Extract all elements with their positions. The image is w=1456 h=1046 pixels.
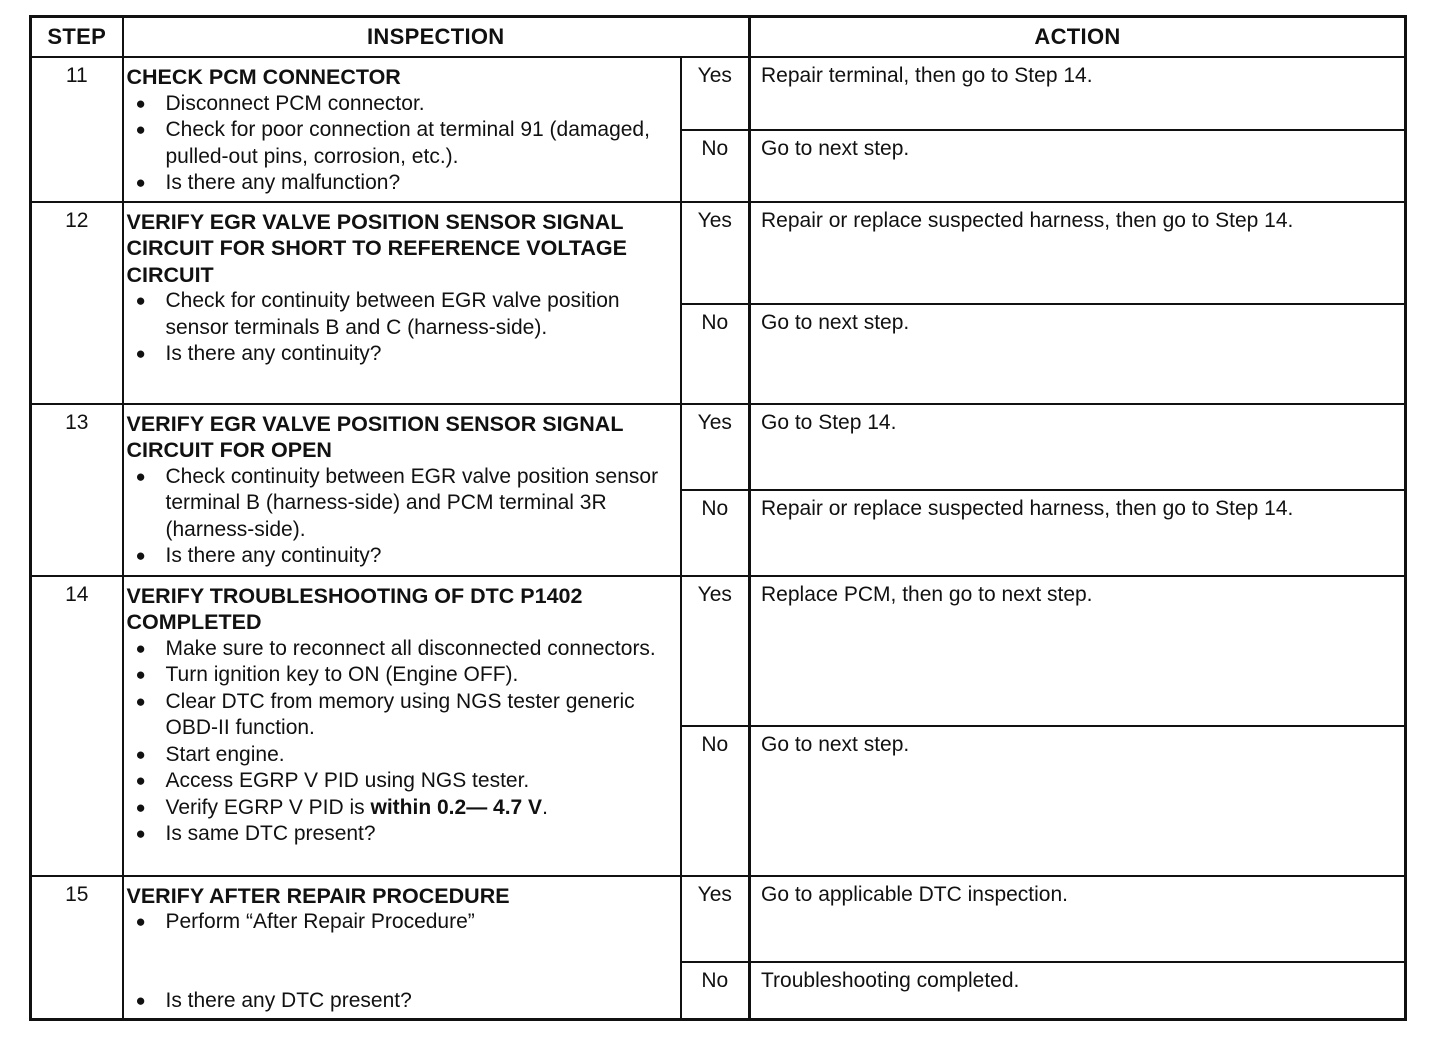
inspection-title: VERIFY TROUBLESHOOTING OF DTC P1402 COMPLETED [126,583,583,634]
inspection-cell [123,576,681,876]
bullet-item: ● Is there any continuity? [127,543,674,570]
verify-suffix: . [542,795,548,819]
troubleshooting-table-sheet [29,15,1407,1021]
inspection-title: VERIFY EGR VALVE POSITION SENSOR SIGNAL CIRCUIT FOR SHORT TO REFERENCE VOLTAGE CIRCUIT [126,209,627,287]
table-row [31,57,1406,130]
bullet-item: ● Perform “After Repair Procedure” [127,909,674,936]
inspection-title: CHECK PCM CONNECTOR [126,65,401,89]
bullet-item: ● Is same DTC present? [127,821,674,848]
bullet-item: ● Check for poor connection at terminal 91 (damaged, pulled-out pins, corrosion, etc.). [127,117,674,170]
bullet-item: ● Is there any DTC present? [127,988,674,1015]
bullet-item: ● Make sure to reconnect all disconnected connectors. [127,636,674,663]
yes-action: Go to applicable DTC inspection. [750,876,1406,962]
troubleshooting-table [29,15,1407,1021]
inspection-bullets [127,636,674,848]
step-number: 11 [31,57,123,202]
bullet-item: ● Access EGRP V PID using NGS tester. [127,768,674,795]
no-action: Go to next step. [750,726,1406,876]
table-row [31,404,1406,490]
no-action: Troubleshooting completed. [750,962,1406,1020]
inspection-bullets [127,988,674,1015]
inspection-title: VERIFY AFTER REPAIR PROCEDURE [126,883,510,908]
inspection-cell [123,404,681,576]
step-number: 15 [31,876,123,1020]
inspection-cell [123,202,681,404]
yes-action: Repair or replace suspected harness, then go to Step 14. [750,202,1406,304]
bullet-item: ● Check continuity between EGR valve position sensor terminal B (harness-side) and PCM terminal 3R (harness-side). [127,464,674,544]
verify-range: within 0.2— 4.7 V [370,795,543,819]
table-row [31,876,1406,962]
yes-action: Replace PCM, then go to next step. [750,576,1406,726]
yes-action: Go to Step 14. [750,404,1406,490]
inspection-cell [123,57,681,202]
table-row [31,202,1406,304]
inspection-cell [123,876,681,1020]
inspection-bullets [127,91,674,197]
verify-prefix: Verify EGRP V PID is [165,795,371,819]
yes-label: Yes [681,404,750,490]
step-header: STEP [31,17,123,58]
step-number: 14 [31,576,123,876]
no-label: No [681,490,750,576]
bullet-item: ● Clear DTC from memory using NGS tester generic OBD-II function. [127,689,674,742]
inspection-title: VERIFY EGR VALVE POSITION SENSOR SIGNAL CIRCUIT FOR OPEN [126,411,624,462]
bullet-gap [127,936,674,988]
no-action: Go to next step. [750,304,1406,404]
bullet-item: ● Check for continuity between EGR valve position sensor terminals B and C (harness-side). [127,288,674,341]
no-label: No [681,304,750,404]
bullet-item: ● Turn ignition key to ON (Engine OFF). [127,662,674,689]
bullet-item: ● Is there any continuity? [127,341,674,368]
no-action: Repair or replace suspected harness, then go to Step 14. [750,490,1406,576]
yes-label: Yes [681,576,750,726]
no-label: No [681,726,750,876]
yes-label: Yes [681,876,750,962]
step-number: 13 [31,404,123,576]
no-label: No [681,962,750,1020]
no-label: No [681,130,750,201]
action-header: ACTION [750,17,1406,58]
yes-action: Repair terminal, then go to Step 14. [750,57,1406,130]
inspection-bullets [127,464,674,570]
yes-label: Yes [681,57,750,130]
bullet-item: ● Disconnect PCM connector. [127,91,674,118]
bullet-item: ● Is there any malfunction? [127,170,674,197]
inspection-bullets [127,288,674,368]
inspection-header: INSPECTION [123,17,750,58]
table-row [31,576,1406,726]
no-action: Go to next step. [750,130,1406,201]
yes-label: Yes [681,202,750,304]
inspection-bullets [127,909,674,936]
step-number: 12 [31,202,123,404]
bullet-item-verify [127,795,674,822]
bullet-item: ● Start engine. [127,742,674,769]
header-row [31,17,1406,58]
